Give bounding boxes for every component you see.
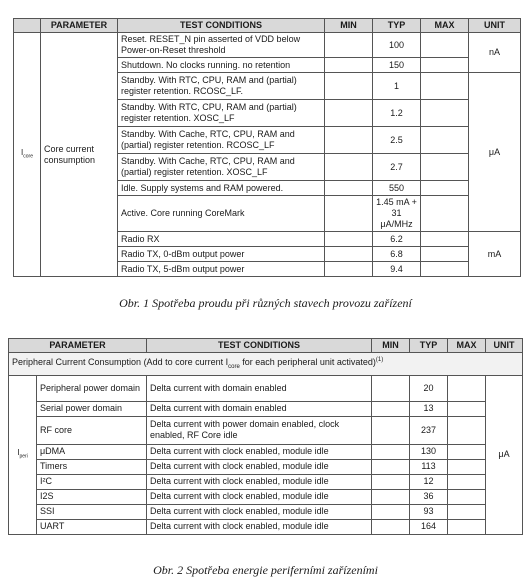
max-cell bbox=[448, 444, 486, 459]
min-cell bbox=[325, 181, 373, 196]
typ-cell: 2.5 bbox=[373, 127, 421, 154]
typ-cell: 6.2 bbox=[373, 232, 421, 247]
param-cell: Serial power domain bbox=[37, 401, 147, 416]
peripheral-current-table bbox=[8, 338, 523, 535]
min-cell bbox=[325, 232, 373, 247]
condition-cell: Delta current with power domain enabled, clock enabled, RF Core idle bbox=[147, 416, 372, 444]
min-cell bbox=[325, 154, 373, 181]
param-cell: UART bbox=[37, 519, 147, 534]
typ-cell: 150 bbox=[373, 58, 421, 73]
condition-cell: Delta current with clock enabled, module idle bbox=[147, 504, 372, 519]
table-row bbox=[9, 489, 523, 504]
min-cell bbox=[372, 474, 410, 489]
param-cell: μDMA bbox=[37, 444, 147, 459]
param-cell: RF core bbox=[37, 416, 147, 444]
max-cell bbox=[421, 181, 469, 196]
header-max: MAX bbox=[448, 339, 486, 353]
unit-cell-ua: μA bbox=[469, 73, 521, 232]
max-cell bbox=[421, 58, 469, 73]
min-cell bbox=[372, 489, 410, 504]
table-row bbox=[9, 474, 523, 489]
unit-cell-ma: mA bbox=[469, 232, 521, 277]
param-cell: I²C bbox=[37, 474, 147, 489]
table-row bbox=[9, 519, 523, 534]
condition-cell: Standby. With RTC, CPU, RAM and (partial) register retention. XOSC_LF bbox=[118, 100, 325, 127]
min-cell bbox=[325, 262, 373, 277]
param-cell: I2S bbox=[37, 489, 147, 504]
max-cell bbox=[448, 489, 486, 504]
header-parameter: PARAMETER bbox=[41, 19, 118, 33]
table-row bbox=[9, 416, 523, 444]
header-min: MIN bbox=[325, 19, 373, 33]
typ-cell: 9.4 bbox=[373, 262, 421, 277]
unit-cell-na: nA bbox=[469, 33, 521, 73]
max-cell bbox=[421, 73, 469, 100]
min-cell bbox=[325, 127, 373, 154]
min-cell bbox=[372, 416, 410, 444]
table-row bbox=[9, 459, 523, 474]
unit-cell: μA bbox=[486, 375, 523, 534]
typ-cell: 130 bbox=[410, 444, 448, 459]
condition-cell: Reset. RESET_N pin asserted of VDD below Power-on-Reset threshold bbox=[118, 33, 325, 58]
condition-cell: Standby. With Cache, RTC, CPU, RAM and (partial) register retention. RCOSC_LF bbox=[118, 127, 325, 154]
condition-cell: Standby. With RTC, CPU, RAM and (partial) register retention. RCOSC_LF. bbox=[118, 73, 325, 100]
symbol-icore: $I_{core}$ bbox=[14, 33, 41, 277]
max-cell bbox=[421, 33, 469, 58]
max-cell bbox=[448, 375, 486, 401]
param-cell: SSI bbox=[37, 504, 147, 519]
condition-cell: Radio TX, 5-dBm output power bbox=[118, 262, 325, 277]
figure-caption-1: Obr. 1 Spotřeba proudu při různých stavech provozu zařízení bbox=[119, 296, 412, 310]
min-cell bbox=[325, 247, 373, 262]
max-cell bbox=[421, 262, 469, 277]
section-header-row bbox=[9, 353, 523, 376]
condition-cell: Delta current with domain enabled bbox=[147, 401, 372, 416]
max-cell bbox=[448, 519, 486, 534]
typ-cell: 36 bbox=[410, 489, 448, 504]
header-max: MAX bbox=[421, 19, 469, 33]
header-unit: UNIT bbox=[486, 339, 523, 353]
max-cell bbox=[421, 154, 469, 181]
typ-cell: 550 bbox=[373, 181, 421, 196]
figure-caption-2: Obr. 2 Spotřeba energie periferními zařízeními bbox=[153, 563, 378, 577]
condition-cell: Radio TX, 0-dBm output power bbox=[118, 247, 325, 262]
header-unit: UNIT bbox=[469, 19, 521, 33]
min-cell bbox=[372, 375, 410, 401]
max-cell bbox=[448, 459, 486, 474]
max-cell bbox=[421, 196, 469, 232]
min-cell bbox=[325, 100, 373, 127]
condition-cell: Delta current with clock enabled, module idle bbox=[147, 519, 372, 534]
table-row bbox=[9, 401, 523, 416]
condition-cell: Active. Core running CoreMark bbox=[118, 196, 325, 232]
header-parameter: PARAMETER bbox=[9, 339, 147, 353]
condition-cell: Delta current with clock enabled, module idle bbox=[147, 444, 372, 459]
min-cell bbox=[325, 33, 373, 58]
condition-cell: Delta current with domain enabled bbox=[147, 375, 372, 401]
condition-cell: Delta current with clock enabled, module idle bbox=[147, 489, 372, 504]
typ-cell: 100 bbox=[373, 33, 421, 58]
condition-cell: Standby. With Cache, RTC, CPU, RAM and (partial) register retention. XOSC_LF bbox=[118, 154, 325, 181]
typ-cell: 237 bbox=[410, 416, 448, 444]
max-cell bbox=[448, 401, 486, 416]
max-cell bbox=[448, 504, 486, 519]
max-cell bbox=[421, 247, 469, 262]
header-symbol bbox=[14, 19, 41, 33]
typ-cell: 20 bbox=[410, 375, 448, 401]
param-cell: Peripheral power domain bbox=[37, 375, 147, 401]
header-typ: TYP bbox=[373, 19, 421, 33]
typ-cell: 12 bbox=[410, 474, 448, 489]
parameter-cell: Core current consumption bbox=[41, 33, 118, 277]
typ-cell: 6.8 bbox=[373, 247, 421, 262]
typ-cell: 2.7 bbox=[373, 154, 421, 181]
typ-cell: 1 bbox=[373, 73, 421, 100]
max-cell bbox=[421, 232, 469, 247]
header-test-conditions: TEST CONDITIONS bbox=[118, 19, 325, 33]
core-current-table bbox=[13, 18, 521, 277]
table-header-row bbox=[9, 339, 523, 353]
typ-cell: 13 bbox=[410, 401, 448, 416]
typ-cell: 1.45 mA + 31 μA/MHz bbox=[373, 196, 421, 232]
min-cell bbox=[372, 504, 410, 519]
typ-cell: 113 bbox=[410, 459, 448, 474]
table-row bbox=[14, 33, 521, 58]
max-cell bbox=[421, 100, 469, 127]
typ-cell: 93 bbox=[410, 504, 448, 519]
min-cell bbox=[372, 519, 410, 534]
max-cell bbox=[448, 416, 486, 444]
max-cell bbox=[421, 127, 469, 154]
header-typ: TYP bbox=[410, 339, 448, 353]
max-cell bbox=[448, 474, 486, 489]
condition-cell: Delta current with clock enabled, module idle bbox=[147, 459, 372, 474]
min-cell bbox=[372, 459, 410, 474]
table-header-row bbox=[14, 19, 521, 33]
min-cell bbox=[372, 444, 410, 459]
section-header-text: Peripheral Current Consumption (Add to core current $I_{core}$ for each peripheral unit activated)$^{(1)}$ bbox=[9, 353, 523, 376]
table-row bbox=[9, 444, 523, 459]
min-cell bbox=[325, 58, 373, 73]
condition-cell: Idle. Supply systems and RAM powered. bbox=[118, 181, 325, 196]
table-row bbox=[9, 375, 523, 401]
min-cell bbox=[325, 73, 373, 100]
typ-cell: 1.2 bbox=[373, 100, 421, 127]
header-test-conditions: TEST CONDITIONS bbox=[147, 339, 372, 353]
symbol-iperi: $I_{peri}$ bbox=[9, 375, 37, 534]
condition-cell: Radio RX bbox=[118, 232, 325, 247]
min-cell bbox=[325, 196, 373, 232]
condition-cell: Delta current with clock enabled, module idle bbox=[147, 474, 372, 489]
typ-cell: 164 bbox=[410, 519, 448, 534]
condition-cell: Shutdown. No clocks running. no retention bbox=[118, 58, 325, 73]
min-cell bbox=[372, 401, 410, 416]
table-row bbox=[9, 504, 523, 519]
param-cell: Timers bbox=[37, 459, 147, 474]
header-min: MIN bbox=[372, 339, 410, 353]
